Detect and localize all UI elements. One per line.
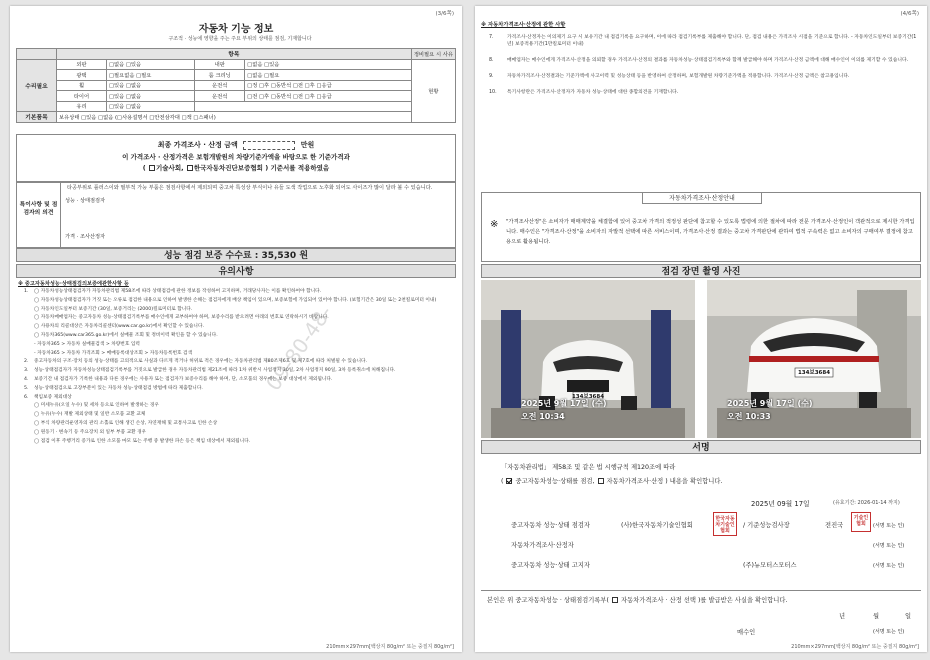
notice-item: ◯ 미세누유(오일 누수) 및 세차 등으로 인하여 발생하는 경우 xyxy=(34,403,159,409)
estimate-notice-box xyxy=(481,192,921,262)
notice-item: ◯ 자동차365(www.car365.go.kr)에서 실매물 조회 및 정비이력 확인을 할 수 있습니다. xyxy=(34,332,218,338)
notice-intro: ※ 중고자동차성능·상태점검의보증에관한사항 등 xyxy=(18,281,129,287)
validity-note: (유효기간: 2026-01-14 까지) xyxy=(833,500,900,506)
notice-item: 4. 보증기간 내 점검자가 기록한 내용과 다른 경우에는 사용자 또는 점검자가 보증수리를 해야 하며, 단, 소모품의 경우에는 보증 대상에서 제외됩니다. xyxy=(24,376,333,382)
price-input[interactable] xyxy=(243,141,295,150)
notice-title: 유의사항 xyxy=(16,264,456,278)
notice-item: 5. 성능·상태점검으로 고장부분이 있는 자동차 성능·상태점검 방법에 따라 제출합니다. xyxy=(24,385,203,391)
spec-table: 항목 정비필요 시 사유 수리필요 외판 □없음 □있음 내판 □없음 □있음 현황 광택 □필요없음 □필요 룸 크리닝 □없음 □필요 휠 □있음 □없음 운전석 □정 □후 □동반석 □전 □후 □응급 타이어 □있음 □없음 운전석 □전 □후 □동반석 □전 □후 □응급 유리 □있음 □없음 기본품목 보유상태 □있음 □없음 (□사용설명서 □안전삼각대 □잭 □스패너) xyxy=(16,48,456,123)
price-rules-list xyxy=(489,34,919,105)
opinion-section: 특이사항 및 점검자의 의견 타공부위로 플러스이와 필부적 가능 부품은 점검사항에서 제외되며 중고차 특성상 부식이나 유들 도색 작업으로 노후화 되어도 사이즈가 많이 달라 볼 수 있습니다. 성능 · 상태점검자 가격 · 조사산정자 xyxy=(16,182,456,248)
notice-item: ◯ 원동기 · 변속기 등 주요장치 외 일부 부품 교환 경우 xyxy=(34,429,147,435)
checkbox-price-estimate[interactable] xyxy=(598,478,604,484)
basic-items[interactable]: 보유상태 □있음 □없음 (□사용설명서 □안전삼각대 □잭 □스패너) xyxy=(57,112,412,123)
signature-section: 「자동차관리법」 제58조 및 같은 법 시행규칙 제120조에 따라 ( 중고자동차성능·상태를 점검, 자동차가격조사·산정 ) 내용을 확인합니다. 2025년 09월 17일 (유효기간: 2026-01-14 까지) 중고자동차 성능·상태 점검자 (사)한국자동차기술인협회 한국자동차기술인협회 / 기준성능검사장 전진국 기술인협회 (서명 또는 인) 자동차가격조사·산정자 (서명 또는 인) 중고자동차 성능·상태 고지자 (주)뉴모터스모터스 (서명 또는 인) xyxy=(501,464,905,569)
notice-item: 6. 책임보증 제외대상 xyxy=(24,394,72,400)
document-page-2 xyxy=(475,6,927,652)
opinion-label: 특이사항 및 점검자의 의견 xyxy=(17,183,61,247)
notice-item: ◯ 자동차매매업자는 중고자동차 성능·상태점검기록부를 매수인에게 교부하여야 하며, 보증수리를 받으려면 아래의 번호로 연락하시기 바랍니다. xyxy=(34,315,329,321)
basic-items-label: 기본품목 xyxy=(17,112,57,123)
car-front-image xyxy=(481,280,695,438)
price-rule-item: 8. 매매업자는 매수인에게 가격조사·산정을 의뢰할 경우 가격조사·산정의 결과를 자동차성능·상태점검기록부와 함께 발급해야 하며 가격조사·산정 금액에 대해 매수인이 이의를 제기할 수 있습니다. xyxy=(489,58,909,63)
notice-item: ◯ 사용차의 리콜대상은 자동차리콜센터(www.car.go.kr)에서 확인할 수 있습니다. xyxy=(34,324,204,330)
notice-list xyxy=(24,289,456,447)
notice-item: ◯ 자동차성능상태점검자가 거짓 또는 오류로 점검한 내용으로 인하여 발생한 손해는 점검자에게 배상 책임이 있으며, 보증보험에 가입되어 있어야 합니다. (보험기간은 30일 또는 2천킬로미터 이내) xyxy=(34,297,437,303)
seal-icon: 기술인협회 xyxy=(851,512,871,532)
notice-item: ◯ 점검 이후 주행거리 증가로 인한 소모품 마모 또는 주행 중 발생한 파손 등은 책임 대상에서 제외됩니다. xyxy=(34,438,251,444)
notice-item: ◯ 부식 차량관리운영자의 관리 소홀로 인해 생긴 손상, 자연재해 및 교통사고로 인한 손상 xyxy=(34,420,218,426)
page-number: (4/6쪽) xyxy=(900,11,919,17)
watermark: 09-80-48- xyxy=(261,300,337,396)
category-label: 수리필요 xyxy=(17,59,57,112)
estimate-text: "가격조사산정"은 소비자가 매매계약을 체결함에 있어 중고차 가격의 적정성 판단에 참고할 수 있도록 법령에 의한 절차에 따라 전문 가격조사·산정인이 객관적으로 제시한 가격입니다. 매수인은 "가격조사·산정"을 소비자의 자발적 선택에 따른 서비스이며, 가격조사·산정 결과는 중고차 가격판단에 관하여 법적 구속력은 없고 소비자의 구매여부 결정에 참고용으로 활용됩니다. xyxy=(506,219,915,245)
notice-item: - 자동차365 > 자동차 실매물검색 > 차량번호 입력 xyxy=(34,341,140,347)
notice-item: 1. ◯ 자동차성능상태점검자가 자동차관리법 제58조에 따라 상태점검에 관한 정보를 작성하여 고지하며, 거래당사자는 이를 확인하여야 합니다. xyxy=(24,289,322,294)
photo-date: 2025년 9월 17일 (수) xyxy=(727,399,813,408)
price-rule-item: 9. 자동차가격조사·산정결과는 기준가액에 사고이력 및 성능상태 등을 반영하여 산정하며, 보험개발원 차량기준가액을 적용합니다. 가격조사·산정 금액은 참고용입니다. xyxy=(489,74,850,79)
notice-item: 2. 중고자동차의 구조·장치 등의 성능·상태를 고의적으로 사실과 다르게 적거나 허위로 적은 경우에는 자동차관리법 제80조제6호 및 제7호에 따라 처벌될 수 있습니다. xyxy=(24,359,368,365)
reference-mark-icon: ※ xyxy=(490,219,499,230)
notice-item: 3. 성능·상태점검자가 자동차성능상태점검기록부를 거짓으로 발급한 경우 자동차관리법 제21조에 따라 1차 위반시 사업정지 30일, 2차 사업정지 90일, 3차 등록취소에 처해집니다. xyxy=(24,368,396,374)
page-footer: 210mm×297mm[백상지 80g/m² 또는 중질지 80g/m²] xyxy=(791,644,919,650)
checkbox-kadia[interactable] xyxy=(187,165,193,171)
opinion-text: 타공부위로 플러스이와 필부적 가능 부품은 점검사항에서 제외되며 중고차 특성상 부식이나 유들 도색 작업으로 노후화 되어도 사이즈가 많이 달라 볼 수 있습니다. xyxy=(67,185,433,191)
checkbox-inspection[interactable] xyxy=(506,478,512,484)
price-section-header: ※ 자동차가격조사·산정에 관한 사항 xyxy=(481,22,566,28)
photo-time: 오전 10:34 xyxy=(521,412,565,421)
inspection-photo-front[interactable] xyxy=(481,280,695,438)
estimate-tab: 자동차가격조사·산정안내 xyxy=(642,192,762,204)
page-number: (3/6쪽) xyxy=(435,11,454,17)
photo-date: 2025년 9월 17일 (수) xyxy=(521,399,607,408)
buyer-confirmation: 본인은 위 중고자동차성능 · 상태점검기록부( 자동차가격조사 · 산정 선택 )를 발급받은 사실을 확인합니다. 년 월 일 매수인 (서명 또는 인) xyxy=(481,590,921,642)
license-plate: 134보3684 xyxy=(571,394,605,400)
judge-header: 정비필요 시 사유 xyxy=(411,49,455,60)
photo-title: 점검 장면 촬영 사진 xyxy=(481,264,921,278)
inspection-photo-rear[interactable] xyxy=(707,280,921,438)
final-price-box: 최종 가격조사 · 산정 금액 만원 이 가격조사 · 산정가격은 보험개발원의 차량기준가액을 바탕으로 한 기준가격과 ( 기술사회, 한국자동차진단보증협회 ) 기준서를 적용하였음 xyxy=(16,134,456,182)
notice-item: - 자동차365 > 자동차 가격조회 > 매매등록대상조회 > 자동차등록번호 검색 xyxy=(34,350,193,356)
page-subtitle: 구조적 · 성능에 영향을 주는 주요 부위의 상태를 점검, 기재합니다 xyxy=(168,36,312,42)
page-title: 자동차 기능 정보 xyxy=(198,24,274,35)
spec-header: 항목 xyxy=(57,49,412,60)
warranty-fee: 성능 점검 보증 수수료 : 35,530 원 xyxy=(16,248,456,262)
checkbox-price-confirm[interactable] xyxy=(612,597,618,603)
stamp-icon: 한국자동차기술인협회 xyxy=(713,512,737,536)
sign-date: 2025년 09월 17일 xyxy=(751,500,810,508)
photo-time: 오전 10:33 xyxy=(727,412,771,421)
notice-item: ◯ 자동차인도일부터 보증기간 (30일, 보증거리는 (2000)킬로미터로 합니다. xyxy=(34,306,193,312)
document-page-1 xyxy=(10,6,462,652)
notice-item: ◯ 누유(누수) 재발 제외상태 및 일반 소모품 교환 교체 xyxy=(34,412,146,418)
license-plate: 134보3684 xyxy=(797,370,831,376)
price-rule-item: 10. 특기사항란은 가격조사·산정자가 자동차 성능·상태에 대한 종합의견을 기재합니다. xyxy=(489,90,679,95)
checkbox-tech-society[interactable] xyxy=(149,165,155,171)
sign-title: 서명 xyxy=(481,440,921,454)
page-footer: 210mm×297mm[백상지 80g/m² 또는 중질지 80g/m²] xyxy=(326,644,454,650)
price-rule-item: 7. 가격조사·산정자는 이의제기 요구 시 보유기간 내 점검기록을 요구하며, 이에 따라 점검기록부를 제출해야 합니다. 단, 점검 내용은 가격조사 시점을 기준으로 합니다. - 자동차인도일부터 보증기간(1년) 보증적용기간(1만킬로미터 이내) xyxy=(489,35,917,47)
